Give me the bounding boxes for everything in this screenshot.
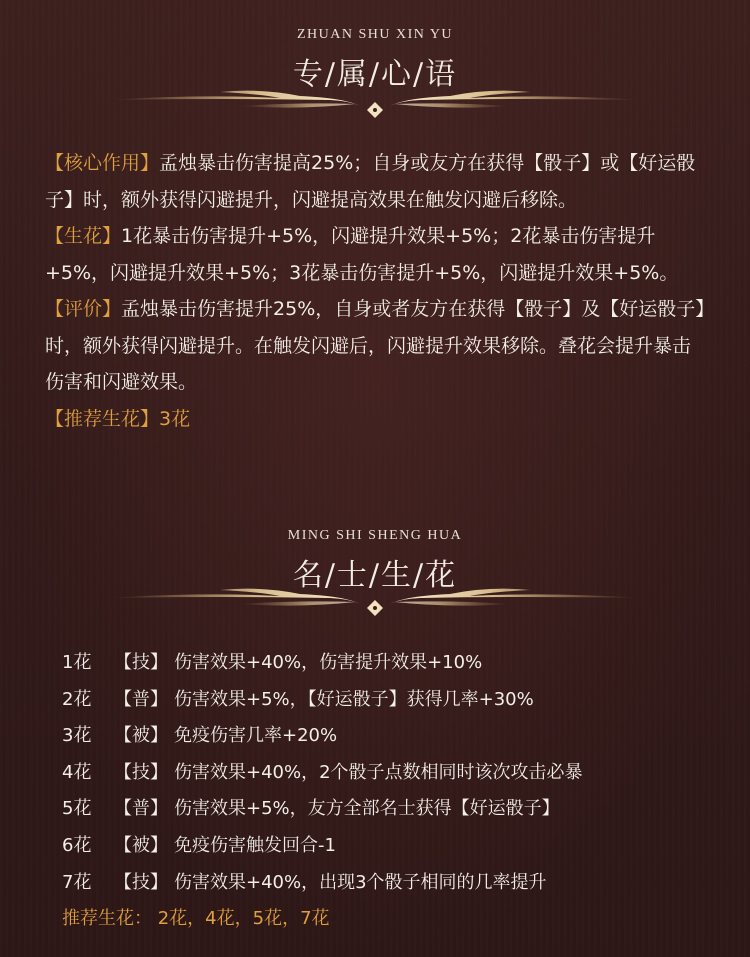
section-pinyin: MING SHI SHENG HUA: [287, 528, 463, 543]
flower-kind: 【技】: [114, 652, 168, 673]
paragraph-core-effect: [45, 145, 705, 218]
list-item: [62, 865, 722, 902]
flower-num: 7花: [62, 871, 92, 893]
text-core-effect: 孟烛暴击伤害提高25%；自身或友方在获得【骰子】或【好运骰子】时，额外获得闪避提升，闪避提高效果在触发闪避后移除。: [45, 152, 696, 211]
flower-kind: 【被】: [114, 725, 168, 747]
recommend-flowers: 推荐生花： 2花，4花，5花，7花: [62, 908, 330, 930]
flower-kind: 【普】: [114, 688, 168, 710]
list-item: [62, 718, 722, 755]
flower-kind: 【技】: [114, 761, 168, 783]
section-title: 专/属/心/语: [292, 57, 458, 92]
paragraph-flowering: [45, 218, 705, 291]
tag-core-effect: 【核心作用】: [45, 152, 160, 174]
flower-num: 2花: [62, 688, 92, 710]
flower-desc: 伤害效果+40%，出现3个骰子相同的几率提升: [174, 871, 547, 893]
flower-num: 5花: [62, 798, 92, 820]
exclusive-description: [45, 145, 705, 437]
flower-num: 3花: [62, 725, 92, 747]
text-recommend: 3花: [159, 407, 191, 430]
flower-desc: 伤害效果+5%，【好运骰子】获得几率+30%: [174, 688, 534, 710]
flower-num: 4花: [62, 761, 92, 783]
text-evaluation: 孟烛暴击伤害提升25%，自身或者友方在获得【骰子】及【好运骰子】时，额外获得闪避提升。在触发闪避后，闪避提升效果移除。叠花会提升暴击伤害和闪避效果。: [45, 298, 705, 393]
flower-num: 1花: [62, 652, 92, 673]
ornament-divider-icon: [0, 84, 750, 124]
list-item: [62, 755, 722, 792]
ornament-divider-icon: [0, 582, 750, 622]
flower-kind: 【技】: [114, 871, 168, 893]
list-item: [62, 828, 722, 865]
flower-kind: 【被】: [114, 834, 168, 856]
section-title: 名/士/生/花: [292, 558, 458, 593]
tag-recommend: 【推荐生花】: [45, 407, 160, 430]
list-item: [62, 791, 722, 828]
flower-desc: 免疫伤害几率+20%: [174, 725, 338, 747]
flower-list: [62, 645, 722, 938]
flower-kind: 【普】: [114, 798, 168, 820]
tag-evaluation: 【评价】: [45, 298, 122, 320]
flower-desc: 伤害效果+40%，伤害提升效果+10%: [174, 652, 483, 673]
tag-flowering: 【生花】: [45, 225, 122, 247]
text-flowering: 1花暴击伤害提升+5%，闪避提升效果+5%；2花暴击伤害提升+5%，闪避提升效果+5%；3花暴击伤害提升+5%，闪避提升效果+5%。: [45, 225, 679, 284]
flower-num: 6花: [62, 834, 92, 856]
paragraph-evaluation: [45, 291, 705, 401]
list-item: [62, 682, 722, 719]
flower-desc: 伤害效果+40%，2个骰子点数相同时该次攻击必暴: [174, 761, 583, 783]
list-item: [62, 645, 722, 682]
flower-desc: 伤害效果+5%，友方全部名士获得【好运骰子】: [174, 798, 560, 820]
paragraph-recommend: [45, 401, 705, 438]
section-pinyin: ZHUAN SHU XIN YU: [296, 27, 454, 42]
flower-desc: 免疫伤害触发回合-1: [174, 834, 336, 856]
